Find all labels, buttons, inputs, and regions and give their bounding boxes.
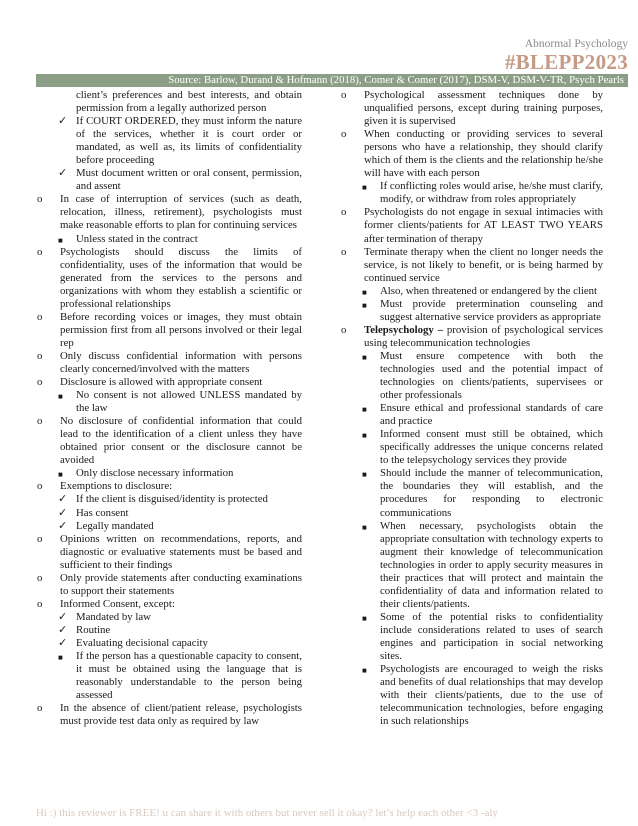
item-text: Only provide statements after conducting examinations to support their statements [60,571,302,597]
list-item [34,637,302,650]
item-text: In case of interruption of services (such as death, relocation, illness, retirement), psychologists must make reasonable efforts to plan for continuing services [60,193,302,232]
item-text: Must ensure competence with both the technologies used and the potential impact of technologies on clients/patients, supervisees or other professionals [380,349,603,402]
checkmark-icon: ✓ [58,610,68,623]
list-item [338,467,603,519]
header-subject: Abnormal Psychology [524,38,628,50]
item-text: client’s preferences and best interests, and obtain permission from a legally authorized person [76,89,302,115]
square-bullet-icon: ■ [58,653,63,663]
item-text: Before recording voices or images, they must obtain permission first from all persons involved or their legal rep [60,310,302,349]
item-text: Should include the manner of telecommunication, the boundaries they will establish, and the procedures for responding to electronic communications [380,467,603,519]
list-item [34,233,302,246]
list-item [338,285,603,298]
checkmark-icon: ✓ [58,493,68,506]
item-text: Must document written or oral consent, permission, and assent [76,167,302,193]
item-text: Must provide pretermination counseling and suggest alternative service providers as appropriate [380,297,603,323]
square-bullet-icon: ■ [362,522,367,532]
list-item [34,89,302,115]
checkmark-icon: ✓ [58,167,68,180]
item-text: When conducting or providing services to several persons who have a relationship, they should clarify which of them is the clients and the relationship he/she will have with each person [364,128,603,180]
list-item [34,350,302,376]
bullet-icon: o [37,415,43,428]
bullet-icon: o [341,323,347,336]
right-column [338,89,603,728]
bullet-icon: o [37,532,43,545]
bullet-icon: o [37,376,43,389]
item-text: No consent is not allowed UNLESS mandated by the law [76,389,302,415]
list-item [34,311,302,350]
item-text: If the person has a questionable capacity to consent, it must be obtained using the language that is reasonably understandable to the person being assessed [76,650,302,702]
list-item [34,115,302,167]
item-text: Evaluating decisional capacity [76,636,208,649]
bullet-icon: o [37,245,43,258]
list-item [34,520,302,533]
item-text: Informed consent must still be obtained, which specifically addresses the unique concerns related to the telepsychology services they provide [380,428,603,467]
square-bullet-icon: ■ [362,300,367,310]
square-bullet-icon: ■ [362,183,367,193]
checkmark-icon: ✓ [58,519,68,532]
checkmark-icon: ✓ [58,115,68,128]
list-item [338,298,603,324]
bullet-icon: o [37,193,43,206]
left-column [34,89,302,728]
bullet-icon: o [37,597,43,610]
list-item [338,246,603,285]
checkmark-icon: ✓ [58,636,68,649]
list-item [34,533,302,572]
item-text: Disclosure is allowed with appropriate consent [60,376,263,389]
square-bullet-icon: ■ [362,431,367,441]
item-text: Some of the potential risks to confidentiality include considerations related to uses of search engines and participation in social networking sites. [380,610,603,663]
list-item [338,402,603,428]
list-item [34,467,302,480]
footer-note: Hi :) this reviewer is FREE! u can share it with others but never sell it okay? let’s help each other <3 -aly [36,807,498,819]
item-text: Psychologists are encouraged to weigh the risks and benefits of dual relationships that may develop with their clients/patients, due to the use of telecommunication technologies, before engaging in such relationships [380,663,603,728]
list-item [338,611,603,663]
list-item [338,206,603,245]
list-item [34,389,302,415]
list-item [338,520,603,611]
bullet-icon: o [37,702,43,715]
list-item [34,624,302,637]
item-text: Psychologists do not engage in sexual intimacies with former clients/patients for AT LEAST TWO YEARS after termination of therapy [364,206,603,245]
list-item [338,89,603,128]
bullet-icon: o [341,89,347,101]
square-bullet-icon: ■ [362,352,367,362]
item-text: Psychological assessment techniques done by unqualified persons, except during training purposes, given it is supervised [364,89,603,128]
list-item [34,702,302,728]
item-text: Only discuss confidential information with persons clearly concerned/involved with the matters [60,349,302,375]
bullet-icon: o [37,310,43,323]
list-item [34,167,302,193]
item-text: Exemptions to disclosure: [60,480,173,493]
list-item [338,324,603,350]
list-item [34,193,302,232]
item-text: Opinions written on recommendations, reports, and diagnostic or evaluative statements must be based and sufficient to their findings [60,532,302,571]
item-text: Informed Consent, except: [60,597,175,610]
square-bullet-icon: ■ [362,470,367,480]
list-item [34,598,302,611]
square-bullet-icon: ■ [362,405,367,415]
square-bullet-icon: ■ [362,666,367,676]
checkmark-icon: ✓ [58,506,68,519]
item-text: Unless stated in the contract [76,232,198,245]
bullet-icon: o [341,206,347,219]
bullet-icon: o [37,349,43,362]
item-text: If the client is disguised/identity is protected [76,493,268,506]
item-heading: Telepsychology – [364,323,444,336]
bullet-icon: o [341,128,347,141]
square-bullet-icon: ■ [58,470,63,480]
square-bullet-icon: ■ [362,287,367,297]
item-text: Ensure ethical and professional standards of care and practice [380,402,603,428]
item-text: Also, when threatened or endangered by the client [380,284,598,297]
square-bullet-icon: ■ [58,392,63,402]
list-item [34,650,302,702]
list-item [34,507,302,520]
list-item [338,350,603,402]
item-text: provision of psychological services using telecommunication technologies [364,323,603,349]
item-text: When necessary, psychologists obtain the appropriate consultation with technology experts to augment their knowledge of telecommunication technologies in order to apply security measures in their practices that will protect and maintain the confidentiality of data and information related to their clients/patients. [380,519,603,610]
checkmark-icon: ✓ [58,623,68,636]
bullet-icon: o [37,571,43,584]
list-item [34,415,302,467]
item-text: Mandated by law [76,610,151,623]
item-text: Routine [76,623,111,636]
item-text: Has consent [76,506,129,519]
list-item [34,480,302,493]
square-bullet-icon: ■ [58,235,63,245]
list-item [338,663,603,728]
source-bar: Source: Barlow, Durand & Hofmann (2018), Comer & Comer (2017), DSM-V, DSM-V-TR, Psych Pearls [36,74,628,87]
list-item [34,376,302,389]
list-item [34,611,302,624]
list-item [338,180,603,206]
item-text: Psychologists should discuss the limits of confidentiality, uses of the information that would be generated from the services to the persons and organizations with whom they establish a scientific or professional relationships [60,245,302,310]
list-item [34,493,302,506]
item-text: In the absence of client/patient release, psychologists must provide test data only as required by law [60,702,302,728]
square-bullet-icon: ■ [362,613,367,623]
item-text: Legally mandated [76,519,154,532]
list-item [34,572,302,598]
bullet-icon: o [341,245,347,258]
item-text: Only disclose necessary information [76,467,234,480]
item-text: If COURT ORDERED, they must inform the nature of the services, whether it is court order or mandated, as well as, its limits of confidentiality before proceeding [76,115,302,167]
item-text: No disclosure of confidential information that could lead to the identification of a client unless they have obtained prior consent or the disclosure cannot be avoided [60,415,302,467]
header-tag: #BLEPP2023 [504,50,628,74]
list-item [34,246,302,311]
item-text: Terminate therapy when the client no longer needs the service, is not likely to benefit, or is being harmed by continued service [364,245,603,284]
item-text: If conflicting roles would arise, he/she must clarify, modify, or withdraw from roles appropriately [380,180,603,206]
list-item [338,128,603,180]
bullet-icon: o [37,480,43,493]
list-item [338,428,603,467]
